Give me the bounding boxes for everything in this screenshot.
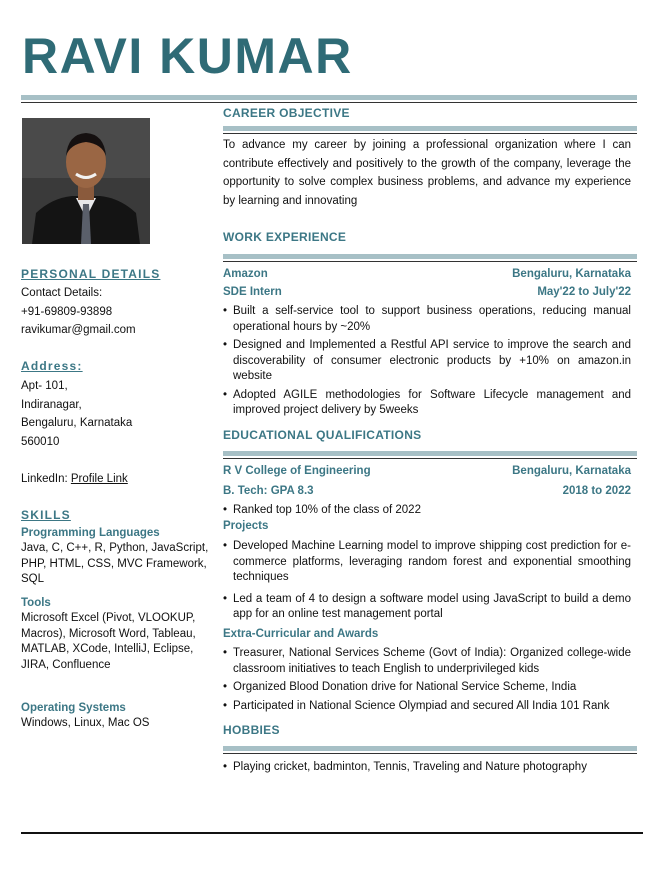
address-block [21,377,201,451]
skill-group-text: Microsoft Excel (Pivot, VLOOKUP, Macros), Microsoft Word, Tableau, MATLAB, XCode, IntelliJ, Eclipse, JIRA, Confluence [21,612,196,671]
list-item: • Led a team of 4 to design a software model using JavaScript to build a demo app for an online test management portal [223,592,631,623]
skill-group-title: Operating Systems [21,702,126,714]
section-rule [223,753,637,754]
work-experience-heading: WORK EXPERIENCE [223,230,347,244]
hobbies-heading: HOBBIES [223,723,280,737]
address-heading: Address: [21,359,83,373]
list-item: • Organized Blood Donation drive for National Service Scheme, India [223,680,631,696]
projects-heading: Projects [223,520,269,532]
career-objective-text: To advance my career by joining a professional organization where I can contribute effectively and positively to the growth of the company, leverage the opportunity to solve complex business problems, and advance my experience by learning and innovating [223,139,631,207]
header-rule-thick [21,95,637,100]
footer-rule [21,832,643,834]
list-item: • Treasurer, National Services Scheme (Govt of India): Organized college-wide classroom initiatives to teach English to underprivileged kids [223,646,631,677]
linkedin-row [21,470,201,489]
skills-block [21,527,211,588]
list-item: • Built a self-service tool to support business operations, reducing manual operational hours by ~20% [223,304,631,335]
projects-bullets [223,539,631,623]
address-line: Bengaluru, Karnataka [21,417,133,429]
address-line: Indiranagar, [21,398,82,411]
hobbies-bullets [223,760,631,776]
section-rule [223,261,637,262]
list-item: • Participated in National Science Olympiad and secured All India 101 Rank [223,699,631,715]
section-rule [223,126,637,131]
skill-group-text: Windows, Linux, Mac OS [21,717,150,729]
list-item: • Adopted AGILE methodologies for Software Lifecycle management and improved project delivery by 5weeks [223,388,631,419]
linkedin-profile-link[interactable]: Profile Link [70,473,128,485]
section-rule [223,451,637,456]
header-rule-thin [21,102,637,103]
work-company: Amazon [223,268,268,280]
section-rule [223,133,637,134]
skill-group-text: Java, C, C++, R, Python, JavaScript, PHP, HTML, CSS, MVC Framework, SQL [21,542,209,585]
work-location: Bengaluru, Karnataka [512,268,631,280]
contact-block [21,284,201,340]
education-degree-row [223,485,631,497]
list-item: • Playing cricket, badminton, Tennis, Traveling and Nature photography [223,760,631,776]
candidate-name: RAVI KUMAR [22,28,353,84]
section-rule [223,458,637,459]
work-role-row [223,286,631,298]
skill-group-title: Programming Languages [21,527,160,539]
work-bullets [223,304,631,419]
skills-heading: SKILLS [21,508,71,522]
address-line: 560010 [21,435,60,448]
personal-details-heading: PERSONAL DETAILS [21,267,161,281]
list-item: • Designed and Implemented a Restful API service to improve the search and discoverability of consumer electronic products by +10% on amazon.in website [223,338,631,385]
work-role: SDE Intern [223,286,282,298]
list-item: • Ranked top 10% of the class of 2022 [223,503,631,519]
email-address: ravikumar@gmail.com [21,324,136,336]
section-rule [223,746,637,751]
contact-label: Contact Details: [21,287,103,299]
college-location: Bengaluru, Karnataka [512,465,631,477]
education-heading: EDUCATIONAL QUALIFICATIONS [223,428,422,442]
linkedin-label: LinkedIn: [21,473,68,485]
work-dates: May'22 to July'22 [537,286,631,298]
work-company-row [223,268,631,280]
section-rule [223,254,637,259]
extracurricular-heading: Extra-Curricular and Awards [223,628,379,640]
list-item: • Developed Machine Learning model to improve shipping cost prediction for e-commerce platforms, leveraging random forest and exponential smoothing techniques [223,539,631,586]
address-line: Apt- 101, [21,380,68,392]
phone-number: +91-69809-93898 [21,305,113,318]
skills-block [21,702,211,732]
degree-years: 2018 to 2022 [562,485,631,497]
person-photo-icon [22,118,150,244]
degree: B. Tech: GPA 8.3 [223,485,314,497]
skill-group-title: Tools [21,597,51,609]
education-college-row [223,465,631,477]
college-name: R V College of Engineering [223,465,371,477]
career-objective-heading: CAREER OBJECTIVE [223,106,350,120]
profile-photo [22,118,150,244]
skills-block [21,597,211,673]
extracurricular-bullets [223,646,631,714]
education-bullets [223,503,631,519]
